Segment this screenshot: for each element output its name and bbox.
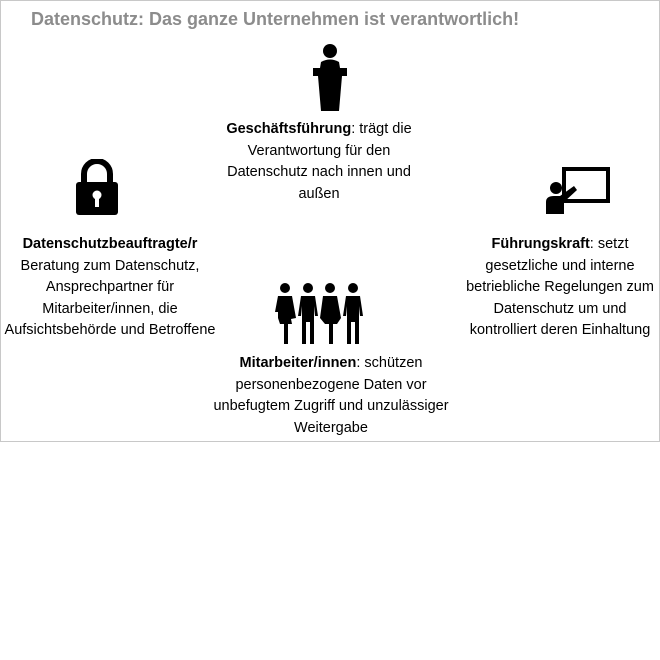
datenschutzbeauftragte-label: Datenschutzbeauftragte/r [22,236,198,252]
mitarbeiter-label: Mitarbeiter/innen [239,355,357,371]
mitarbeiter-text [201,353,461,439]
geschaeftsfuehrung-description: : trägt die Verantwortung für den Datenschutz nach innen und außen [227,121,412,202]
fuehrungskraft-label: Führungskraft [491,236,590,252]
padlock-icon [74,159,120,215]
datenschutzbeauftragte-description: Beratung zum Datenschutz, Ansprechpartner für Mitarbeiter/innen, die Aufsichtsbehörde und Betroffene [4,257,216,338]
group-of-people-icon [273,282,365,344]
datenschutzbeauftragte-text [1,234,219,342]
geschaeftsfuehrung-text [219,119,419,205]
slide-title: Datenschutz: Das ganze Unternehmen ist verantwortlich! [31,9,520,29]
fuehrungskraft-text [459,234,660,342]
fuehrungskraft-description: : setzt gesetzliche und interne betriebliche Regelungen zum Datenschutz um und kontrolliert deren Einhaltung [466,236,654,338]
geschaeftsfuehrung-label: Geschäftsführung [226,121,352,137]
podium-speaker-icon [309,43,351,111]
mitarbeiter-description: : schützen personenbezogene Daten vor unbefugtem Zugriff und unzulässiger Weitergabe [213,355,449,436]
presenter-board-icon [544,166,612,216]
